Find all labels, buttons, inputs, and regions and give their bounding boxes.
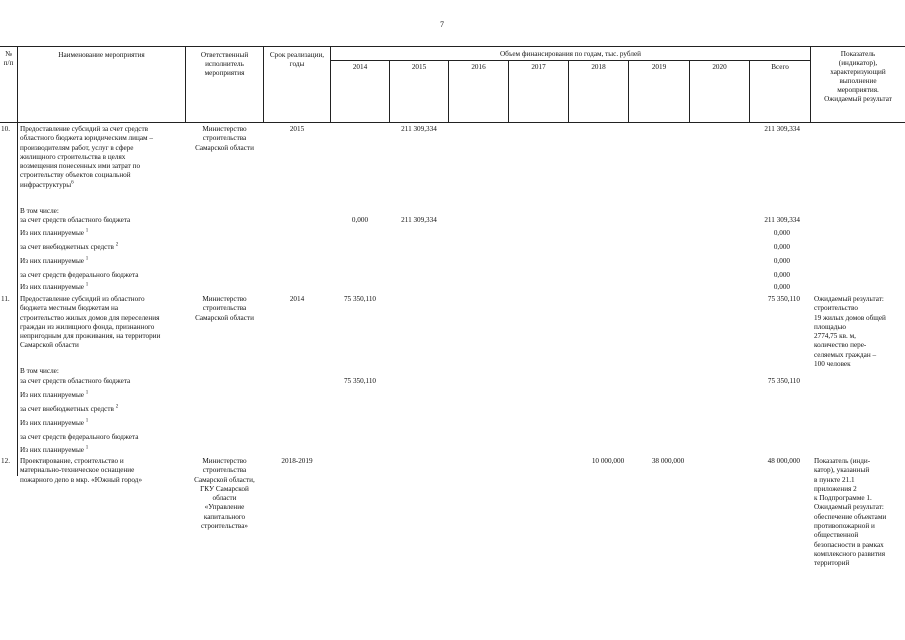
years-line [330, 60, 810, 61]
row10-total: 211 309,334 [764, 125, 800, 133]
header-indicator: Показатель (индикатор), характеризующий выполнение мероприятия. Ожидаемый результат [824, 50, 892, 103]
row10-sub1-2014: 0,000 [351, 216, 369, 224]
year-2016: 2016 [471, 63, 486, 71]
row10-sub1-total: 211 309,334 [764, 216, 800, 224]
header-name: Наименование мероприятия [58, 51, 145, 59]
row10-sub3-total: 0,000 [773, 243, 790, 251]
row10-sub6-total: 0,000 [773, 283, 790, 291]
year-total: Всего [771, 63, 789, 71]
row12-total: 48 000,000 [767, 457, 800, 465]
row10-term: 2015 [289, 125, 305, 133]
row10-sub5-total: 0,000 [773, 271, 790, 279]
row11-sub4: Из них планируемые $^1$ [20, 418, 89, 427]
row11-sub2: Из них планируемые $^1$ [20, 390, 89, 399]
row10-sub4: Из них планируемые $^1$ [20, 256, 89, 265]
row12-num: 12. [1, 457, 10, 465]
row11-incl: В том числе: [20, 367, 59, 375]
row10-name: Предоставление субсидий за счет средств областного бюджета юридическим лицам – производителям работ, услуг в сфере жилищного строительства в целях возмещения понесенных ими затрат по строительству объектов социальной инфраструктуры$^6$ [20, 125, 153, 189]
header-top-line [0, 46, 905, 47]
row10-sub1: за счет средств областного бюджета [20, 216, 131, 224]
row11-name: Предоставление субсидий из областного бюджета местным бюджетам на строительство жилых домов для переселения граждан из жилищного фонда, признанного непригодным для проживания, на территории Самарской области [20, 295, 161, 350]
row11-sub6: Из них планируемые $^1$ [20, 445, 89, 454]
row12-name: Проектирование, строительство и материально-техническое оснащение пожарного депо в мкр. «Южный город» [20, 457, 143, 484]
row10-sub6: Из них планируемые $^1$ [20, 282, 89, 291]
header-num: № п/п [3, 50, 14, 67]
year-2020: 2020 [712, 63, 727, 71]
row11-term: 2014 [289, 295, 305, 303]
row10-sub3: за счет внебюджетных средств $^2$ [20, 242, 119, 251]
row11-sub1-total: 75 350,110 [767, 377, 800, 385]
header-term: Срок реализации, годы [269, 51, 325, 68]
row10-2015: 211 309,334 [401, 125, 437, 133]
header-bottom-line [0, 122, 905, 123]
year-2017: 2017 [531, 63, 546, 71]
col-line [17, 46, 18, 476]
year-2014: 2014 [352, 63, 368, 71]
row10-num: 10. [1, 125, 10, 133]
row10-sub1-2015: 211 309,334 [401, 216, 437, 224]
header-responsible: Ответственный исполнитель мероприятия [200, 51, 249, 77]
row11-num: 11. [1, 295, 10, 303]
year-2018: 2018 [591, 63, 606, 71]
row11-responsible: Министерство строительства Самарской области [195, 295, 254, 322]
row11-sub1-2014: 75 350,110 [343, 377, 377, 385]
row10-sub2: Из них планируемые $^1$ [20, 228, 89, 237]
header-funding: Объем финансирования по годам, тыс. рублей [499, 50, 642, 58]
row10-sub5: за счет средств федерального бюджета [20, 271, 139, 279]
row11-indicator: Ожидаемый результат: строительство 19 жилых домов общей площадью 2774,75 кв. м, количество пере- селяемых граждан – 100 человек [814, 295, 886, 369]
row11-2014: 75 350,110 [343, 295, 377, 303]
row12-indicator: Показатель (инди- катор), указанный в пункте 21.1 приложения 2 к Подпрограмме 1. Ожидаемый результат: обеспечение объектами противопожарной и общественной безопасности в рамках комплексного развития территорий [814, 457, 887, 568]
row10-incl: В том числе: [20, 207, 59, 215]
row11-sub5: за счет средств федерального бюджета [20, 433, 139, 441]
row12-term: 2018-2019 [281, 457, 313, 465]
row12-2019: 38 000,000 [651, 457, 685, 465]
page-number: 7 [440, 20, 444, 29]
row10-responsible: Министерство строительства Самарской области [195, 125, 254, 152]
row10-sub2-total: 0,000 [773, 229, 790, 237]
row11-total: 75 350,110 [767, 295, 800, 303]
year-2019: 2019 [651, 63, 667, 71]
row11-sub3: за счет внебюджетных средств $^2$ [20, 404, 119, 413]
year-2015: 2015 [411, 63, 427, 71]
row11-sub1: за счет средств областного бюджета [20, 377, 131, 385]
row12-responsible: Министерство строительства Самарской области, ГКУ Самарской области «Управление капитального строительства» [194, 457, 255, 531]
row12-2018: 10 000,000 [591, 457, 625, 465]
row10-sub4-total: 0,000 [773, 257, 790, 265]
